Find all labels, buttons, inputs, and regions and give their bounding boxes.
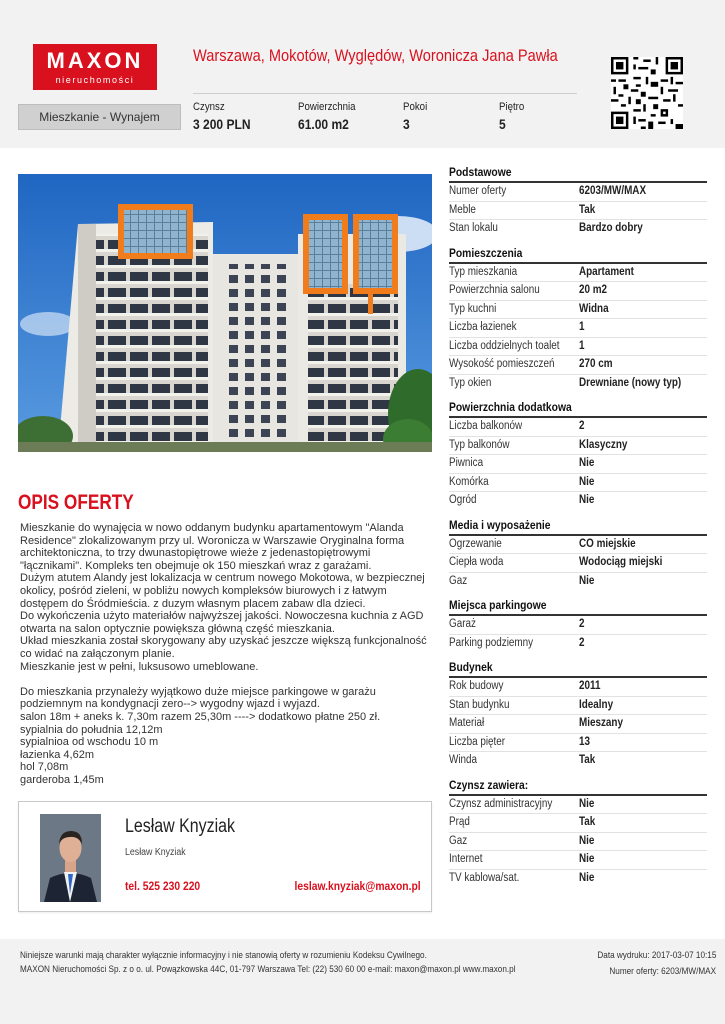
description-text: Mieszkanie do wynajęcia w nowo oddanym budynku apartamentowym "Alanda Residence" zlokalizowanym przy ul. Woronicza w Warszawie Oryginalna forma architektoniczna, to trzy dwunastopiętrowe wieże z jedenastopiętrowymi "łącznikami". Kompleks ten obejmuje ok 150 mieszkań wraz z garażami. Dużym atutem Alandy jest lokalizacja w centrum nowego Mokotowa, w bezpiecznej okolicy, pośród zieleni, w pobliżu nowych kompleksów biurowych i z łatwym dostępem do Śródmieścia. z duzym własnym placem zabaw dla dzieci. Do wykończenia użyto materiałów najwyższej jakości. Nowoczesna kuchnia z AGD otwarta na salon optycznie powiększa główną część mieszkania. Układ mieszkania został skorygowany aby uzyskać jeszcze większą funkcjonalność co widać na załączonym planie. Mieszkanie jest w pełni, luksusowo umeblowane. Do mieszkania przynależy wyjątkowo duże miejsce parkingowe w garażu podziemnym na kondygnacji zero--> wygodny wjazd i wyjazd. salon 18m + aneks k. 7,30m razem 25,30m ----> dodatkowo płatne 250 zł. sypialnia do południa 12,12m sypialnioa od wschodu 10 m łazienka 4,62m hol 7,08m garderoba 1,45m <box>20 522 427 786</box>
detail-label: Materiał <box>449 717 485 729</box>
detail-row <box>449 492 707 510</box>
section-title-text: Podstawowe <box>449 165 512 179</box>
detail-label: Internet <box>449 853 483 865</box>
detail-value: Nie <box>579 834 595 847</box>
detail-row <box>449 202 707 221</box>
stat-rooms <box>403 101 431 132</box>
section-title-text: Pomieszczenia <box>449 245 523 260</box>
detail-value: 6203/MW/MAX <box>579 185 647 197</box>
detail-row <box>449 301 707 320</box>
agent-phone-link[interactable]: tel. 525 230 220 <box>125 879 201 893</box>
detail-value: Bardzo dobry <box>579 222 643 234</box>
detail-value: Nie <box>579 475 595 488</box>
detail-value: Wodociąg miejski <box>579 556 663 568</box>
detail-row <box>449 338 707 357</box>
section-gap <box>449 770 707 777</box>
detail-row <box>449 870 707 888</box>
agent-name: Lesław Knyziak <box>125 816 236 837</box>
section-title <box>449 659 707 678</box>
detail-row <box>449 814 707 833</box>
detail-label: Numer oferty <box>449 185 507 197</box>
detail-row <box>449 554 707 573</box>
detail-row <box>449 474 707 493</box>
detail-label: Stan budynku <box>449 698 510 711</box>
description-title: OPIS OFERTY <box>18 491 134 514</box>
agent-card <box>18 801 432 912</box>
detail-row <box>449 851 707 870</box>
stat-label: Piętro <box>499 101 525 113</box>
stat-label: Powierzchnia <box>298 101 356 113</box>
section-title <box>449 777 707 796</box>
section-title-text: Czynsz zawiera: <box>449 777 529 792</box>
detail-value: CO miejskie <box>579 537 636 550</box>
detail-label: Liczba oddzielnych toalet <box>449 339 560 352</box>
detail-row <box>449 455 707 474</box>
detail-label: Liczba balkonów <box>449 420 523 432</box>
detail-label: Czynsz administracyjny <box>449 797 553 810</box>
detail-value: 1 <box>579 339 585 352</box>
logo-subtitle: nieruchomości <box>55 75 135 85</box>
detail-value: Nie <box>579 494 595 506</box>
detail-row <box>449 833 707 852</box>
detail-value: 2011 <box>579 680 601 692</box>
footer-offer-number: Numer oferty: 6203/MW/MAX <box>609 966 716 977</box>
detail-label: Piwnica <box>449 457 484 469</box>
detail-label: Ciepła woda <box>449 556 504 568</box>
footer-company: MAXON Nieruchomości Sp. z o o. ul. Powązkowska 44C, 01-797 Warszawa Tel: (22) 530 60 00 e-mail: maxon@maxon.pl www.maxon.pl <box>20 964 516 975</box>
detail-label: Gaz <box>449 834 468 847</box>
detail-row <box>449 375 707 393</box>
detail-label: Ogrzewanie <box>449 537 502 550</box>
detail-value: 2 <box>579 618 585 630</box>
detail-label: Komórka <box>449 475 489 488</box>
section-title <box>449 399 707 418</box>
qr-code-icon[interactable] <box>611 57 683 129</box>
detail-value: Drewniane (nowy typ) <box>579 376 682 389</box>
stat-label: Pokoi <box>403 101 428 113</box>
detail-value: Nie <box>579 853 595 865</box>
agent-subtitle: Lesław Knyziak <box>125 847 186 858</box>
detail-label: Typ mieszkania <box>449 265 518 278</box>
detail-value: 1 <box>579 321 585 333</box>
detail-row <box>449 734 707 753</box>
agent-avatar <box>40 814 101 902</box>
detail-label: Typ balkonów <box>449 438 510 451</box>
detail-value: Tak <box>579 754 596 766</box>
detail-row <box>449 356 707 375</box>
detail-row <box>449 183 707 202</box>
detail-label: Meble <box>449 203 476 216</box>
logo-word: MAXON <box>46 48 144 73</box>
detail-value: Mieszany <box>579 717 623 729</box>
detail-label: Prąd <box>449 816 470 828</box>
detail-label: Stan lokalu <box>449 222 498 234</box>
detail-label: Parking podziemny <box>449 636 534 649</box>
offer-details <box>449 164 707 887</box>
section-title-text: Budynek <box>449 660 493 674</box>
detail-row <box>449 678 707 697</box>
detail-label: Garaż <box>449 618 476 630</box>
section-gap <box>449 238 707 245</box>
detail-value: Klasyczny <box>579 438 628 451</box>
detail-value: Nie <box>579 574 595 587</box>
stat-value: 5 <box>499 116 506 132</box>
detail-value: Nie <box>579 797 595 810</box>
detail-label: Ogród <box>449 494 477 506</box>
detail-value: 2 <box>579 636 585 649</box>
stat-value: 3 <box>403 116 410 132</box>
detail-value: 2 <box>579 420 585 432</box>
header <box>0 0 725 148</box>
detail-value: Apartament <box>579 265 634 278</box>
section-title-text: Powierzchnia dodatkowa <box>449 400 572 414</box>
detail-value: 13 <box>579 735 591 748</box>
agent-email-link[interactable]: leslaw.knyziak@maxon.pl <box>294 879 421 893</box>
detail-label: Liczba pięter <box>449 735 506 748</box>
stat-floor <box>499 101 528 132</box>
section-gap <box>449 652 707 659</box>
detail-row <box>449 536 707 555</box>
detail-value: Nie <box>579 457 595 469</box>
property-photo[interactable] <box>18 174 432 452</box>
section-gap <box>449 590 707 597</box>
detail-label: Winda <box>449 754 478 766</box>
footer-disclaimer: Niniejsze warunki mają charakter wyłącznie informacyjny i nie stanowią oferty w rozumieniu Kodeksu Cywilnego. <box>20 950 427 961</box>
section-gap <box>449 392 707 399</box>
property-type-badge: Mieszkanie - Wynajem <box>18 104 181 130</box>
detail-value: Tak <box>579 203 596 216</box>
detail-label: Gaz <box>449 574 468 587</box>
section-title <box>449 597 707 616</box>
detail-value: Nie <box>579 871 595 884</box>
detail-row <box>449 418 707 437</box>
detail-row <box>449 616 707 635</box>
footer <box>0 939 725 1024</box>
stat-label: Czynsz <box>193 101 225 113</box>
stat-value: 61.00 m2 <box>298 116 349 132</box>
detail-row <box>449 319 707 338</box>
detail-row <box>449 220 707 238</box>
maxon-logo[interactable] <box>33 44 157 90</box>
detail-label: Typ okien <box>449 376 492 389</box>
section-title <box>449 164 707 183</box>
footer-print-date: Data wydruku: 2017-03-07 10:15 <box>596 950 716 961</box>
detail-row <box>449 796 707 815</box>
detail-label: Typ kuchni <box>449 302 497 315</box>
stat-rent <box>193 101 260 132</box>
detail-label: Rok budowy <box>449 680 504 692</box>
detail-value: Tak <box>579 816 596 828</box>
detail-value: Idealny <box>579 698 614 711</box>
detail-label: Powierzchnia salonu <box>449 284 540 296</box>
section-title <box>449 245 707 264</box>
section-gap <box>449 510 707 517</box>
detail-label: TV kablowa/sat. <box>449 871 520 884</box>
stat-value: 3 200 PLN <box>193 116 251 132</box>
detail-label: Wysokość pomieszczeń <box>449 358 555 370</box>
detail-row <box>449 752 707 770</box>
property-address: Warszawa, Mokotów, Wyględów, Woronicza Jana Pawła <box>193 46 558 65</box>
detail-value: 270 cm <box>579 358 613 370</box>
detail-row <box>449 573 707 591</box>
detail-row <box>449 282 707 301</box>
detail-row <box>449 715 707 734</box>
section-title-text: Media i wyposażenie <box>449 517 551 532</box>
detail-value: 20 m2 <box>579 284 608 296</box>
detail-row <box>449 635 707 653</box>
detail-value: Widna <box>579 302 609 315</box>
section-title <box>449 517 707 536</box>
header-divider <box>193 93 577 94</box>
stat-area <box>298 101 363 132</box>
section-title-text: Miejsca parkingowe <box>449 598 547 612</box>
detail-row <box>449 264 707 283</box>
detail-row <box>449 697 707 716</box>
detail-row <box>449 437 707 456</box>
detail-label: Liczba łazienek <box>449 321 517 333</box>
